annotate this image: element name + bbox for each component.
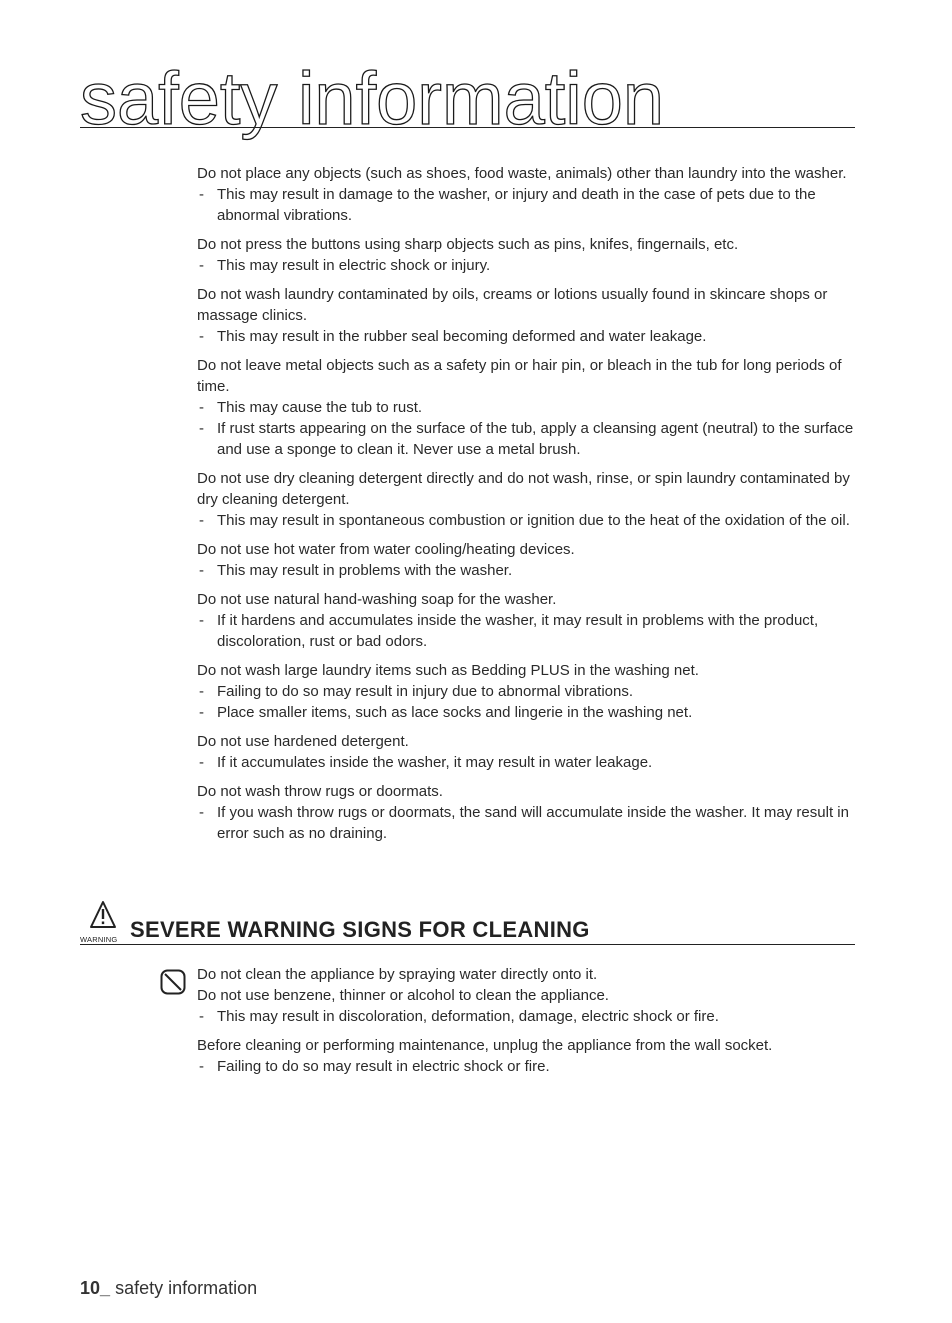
safety-note: - This may result in spontaneous combustion or ignition due to the heat of the oxidation of the oil. bbox=[199, 512, 850, 529]
safety-item bbox=[197, 355, 857, 460]
warning-statement: Do not use benzene, thinner or alcohol to clean the appliance. bbox=[197, 987, 609, 1004]
safety-statement: Do not wash laundry contaminated by oils, creams or lotions usually found in skincare shops or massage clinics. bbox=[197, 286, 828, 324]
footer-label: safety information bbox=[115, 1278, 258, 1298]
warning-heading: SEVERE WARNING SIGNS FOR CLEANING bbox=[130, 917, 590, 942]
safety-item bbox=[197, 284, 857, 347]
safety-statement: Do not wash throw rugs or doormats. bbox=[197, 783, 443, 800]
safety-item bbox=[197, 781, 857, 844]
safety-note: - This may result in the rubber seal becoming deformed and water leakage. bbox=[199, 328, 707, 345]
warning-content bbox=[197, 964, 857, 1085]
safety-note: - Failing to do so may result in injury due to abnormal vibrations. bbox=[199, 683, 634, 700]
safety-statement: Do not use hardened detergent. bbox=[197, 733, 409, 750]
safety-statement: Do not use hot water from water cooling/heating devices. bbox=[197, 541, 575, 558]
safety-item bbox=[197, 731, 857, 773]
warning-item bbox=[197, 964, 857, 1027]
safety-note: - This may result in damage to the washer, or injury and death in the case of pets due to the abnormal vibrations. bbox=[199, 186, 816, 224]
safety-statement: Do not use natural hand-washing soap for the washer. bbox=[197, 591, 557, 608]
warning-note: - Failing to do so may result in electric shock or fire. bbox=[199, 1058, 550, 1075]
safety-statement: Do not use dry cleaning detergent directly and do not wash, rinse, or spin laundry contaminated by dry cleaning detergent. bbox=[197, 470, 850, 508]
safety-item bbox=[197, 660, 857, 723]
safety-item bbox=[197, 539, 857, 581]
safety-item bbox=[197, 234, 857, 276]
page-title: safety information bbox=[80, 57, 665, 140]
safety-note: - If it hardens and accumulates inside the washer, it may result in problems with the product, discoloration, rust or bad odors. bbox=[199, 612, 819, 650]
warning-statement: Do not clean the appliance by spraying water directly onto it. bbox=[197, 966, 598, 983]
safety-note: - This may cause the tub to rust. bbox=[199, 399, 423, 416]
safety-statement: Do not wash large laundry items such as Bedding PLUS in the washing net. bbox=[197, 662, 699, 679]
warning-item bbox=[197, 1035, 857, 1077]
warning-statement: Before cleaning or performing maintenance, unplug the appliance from the wall socket. bbox=[197, 1037, 773, 1054]
page-footer bbox=[80, 1278, 257, 1299]
warning-divider bbox=[80, 944, 855, 945]
safety-note: - If it accumulates inside the washer, it may result in water leakage. bbox=[199, 754, 653, 771]
safety-statement: Do not place any objects (such as shoes, food waste, animals) other than laundry into the washer. bbox=[197, 165, 847, 182]
safety-statement: Do not press the buttons using sharp objects such as pins, knifes, fingernails, etc. bbox=[197, 236, 739, 253]
title-divider bbox=[80, 127, 855, 128]
safety-note: - This may result in electric shock or injury. bbox=[199, 257, 491, 274]
safety-note: - This may result in problems with the washer. bbox=[199, 562, 513, 579]
safety-note: - If rust starts appearing on the surface of the tub, apply a cleansing agent (neutral) to the surface and use a sponge to clean it. Never use a metal brush. bbox=[199, 420, 854, 458]
safety-statement: Do not leave metal objects such as a safety pin or hair pin, or bleach in the tub for long periods of time. bbox=[197, 357, 842, 395]
prohibition-icon bbox=[160, 969, 186, 1000]
warning-section-header bbox=[80, 900, 855, 946]
safety-content bbox=[197, 163, 857, 852]
warning-icon-label: WARNING bbox=[80, 935, 118, 944]
safety-item bbox=[197, 589, 857, 652]
page-number: 10_ bbox=[80, 1278, 111, 1298]
safety-note: - Place smaller items, such as lace socks and lingerie in the washing net. bbox=[199, 704, 693, 721]
safety-note: - If you wash throw rugs or doormats, the sand will accumulate inside the washer. It may result in error such as no draining. bbox=[199, 804, 849, 842]
safety-item bbox=[197, 468, 857, 531]
warning-note: - This may result in discoloration, deformation, damage, electric shock or fire. bbox=[199, 1008, 719, 1025]
safety-item bbox=[197, 163, 857, 226]
warning-triangle-icon bbox=[80, 900, 126, 946]
